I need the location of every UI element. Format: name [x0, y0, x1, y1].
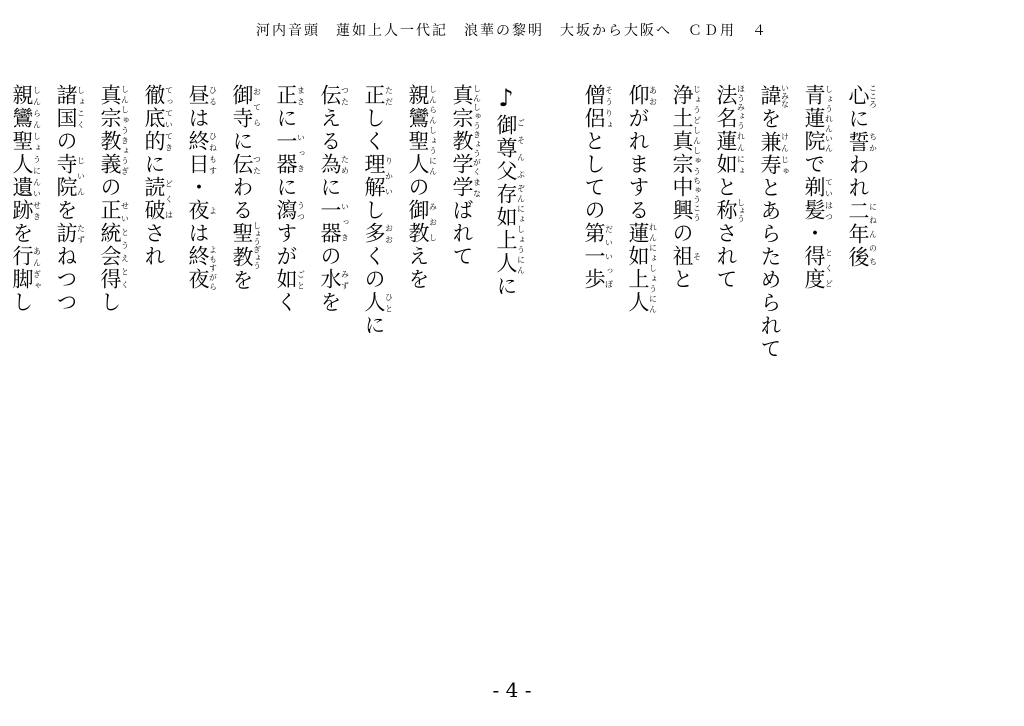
poem-line: 伝つたえる為ために一器いっきの水みずを	[318, 84, 350, 314]
poem-line: 諸国しょこくの寺院じいんを訪たずねつつ	[54, 84, 86, 314]
music-note-icon: ♪	[492, 84, 520, 114]
poem-line: 仰あおがれまする蓮如上人れんにょしょうにん	[626, 84, 658, 314]
poem-body	[10, 84, 880, 414]
poem-line: 真宗教学しんしゅうきょうがく学まなばれて	[450, 84, 482, 268]
poem-line: 真宗教義しんしゅうきょうぎの正統会得せいとうえとくし	[98, 84, 130, 314]
poem-line: 僧侶そうりょとしての第一歩だいいっぽ	[582, 84, 614, 291]
poem-line: 御寺おてらに伝つたわる聖教しょうぎょうを	[230, 84, 262, 292]
poem-line: 親鸞聖人遺跡しんらんしょうにんいせきを行脚あんぎゃし	[10, 84, 42, 314]
poem-line: 法名ほうみょう蓮如れんにょと称しょうされて	[714, 84, 746, 291]
poem-line: 心こころに誓ちかわれ二年後にねんのち	[846, 84, 878, 269]
document-header: 河内音頭 蓮如上人一代記 浪華の黎明 大坂から大阪へ ＣＤ用 ４	[256, 23, 768, 39]
poem-line: 浄土真宗じょうどしんしゅう中興ちゅうこうの祖そと	[670, 84, 702, 291]
poem-line: 青蓮院しょうれんいんで剃髪ていはつ・得度とくど	[802, 84, 834, 291]
poem-line: 諱いみなを兼寿けんじゅとあらためられて	[758, 84, 790, 361]
stanza-break	[528, 84, 572, 414]
poem-line: 正まさに一器いっきに瀉うつすが如ごとく	[274, 84, 306, 314]
poem-line: 正ただしく理解りかいし多おおくの人ひとに	[362, 84, 394, 337]
page-number: - 4 -	[492, 678, 532, 702]
poem-line: 親鸞聖人しんらんしょうにんの御教みおしえを	[406, 84, 438, 291]
poem-line: 昼ひるは終日ひねもす・夜よは終夜よもすがら	[186, 84, 218, 291]
poem-line: ♪御尊父ごそんぷ存如上人ぞんにょしょうにんに	[492, 84, 526, 298]
poem-line: 徹底的てっていてきに読破どくはされ	[142, 84, 174, 268]
